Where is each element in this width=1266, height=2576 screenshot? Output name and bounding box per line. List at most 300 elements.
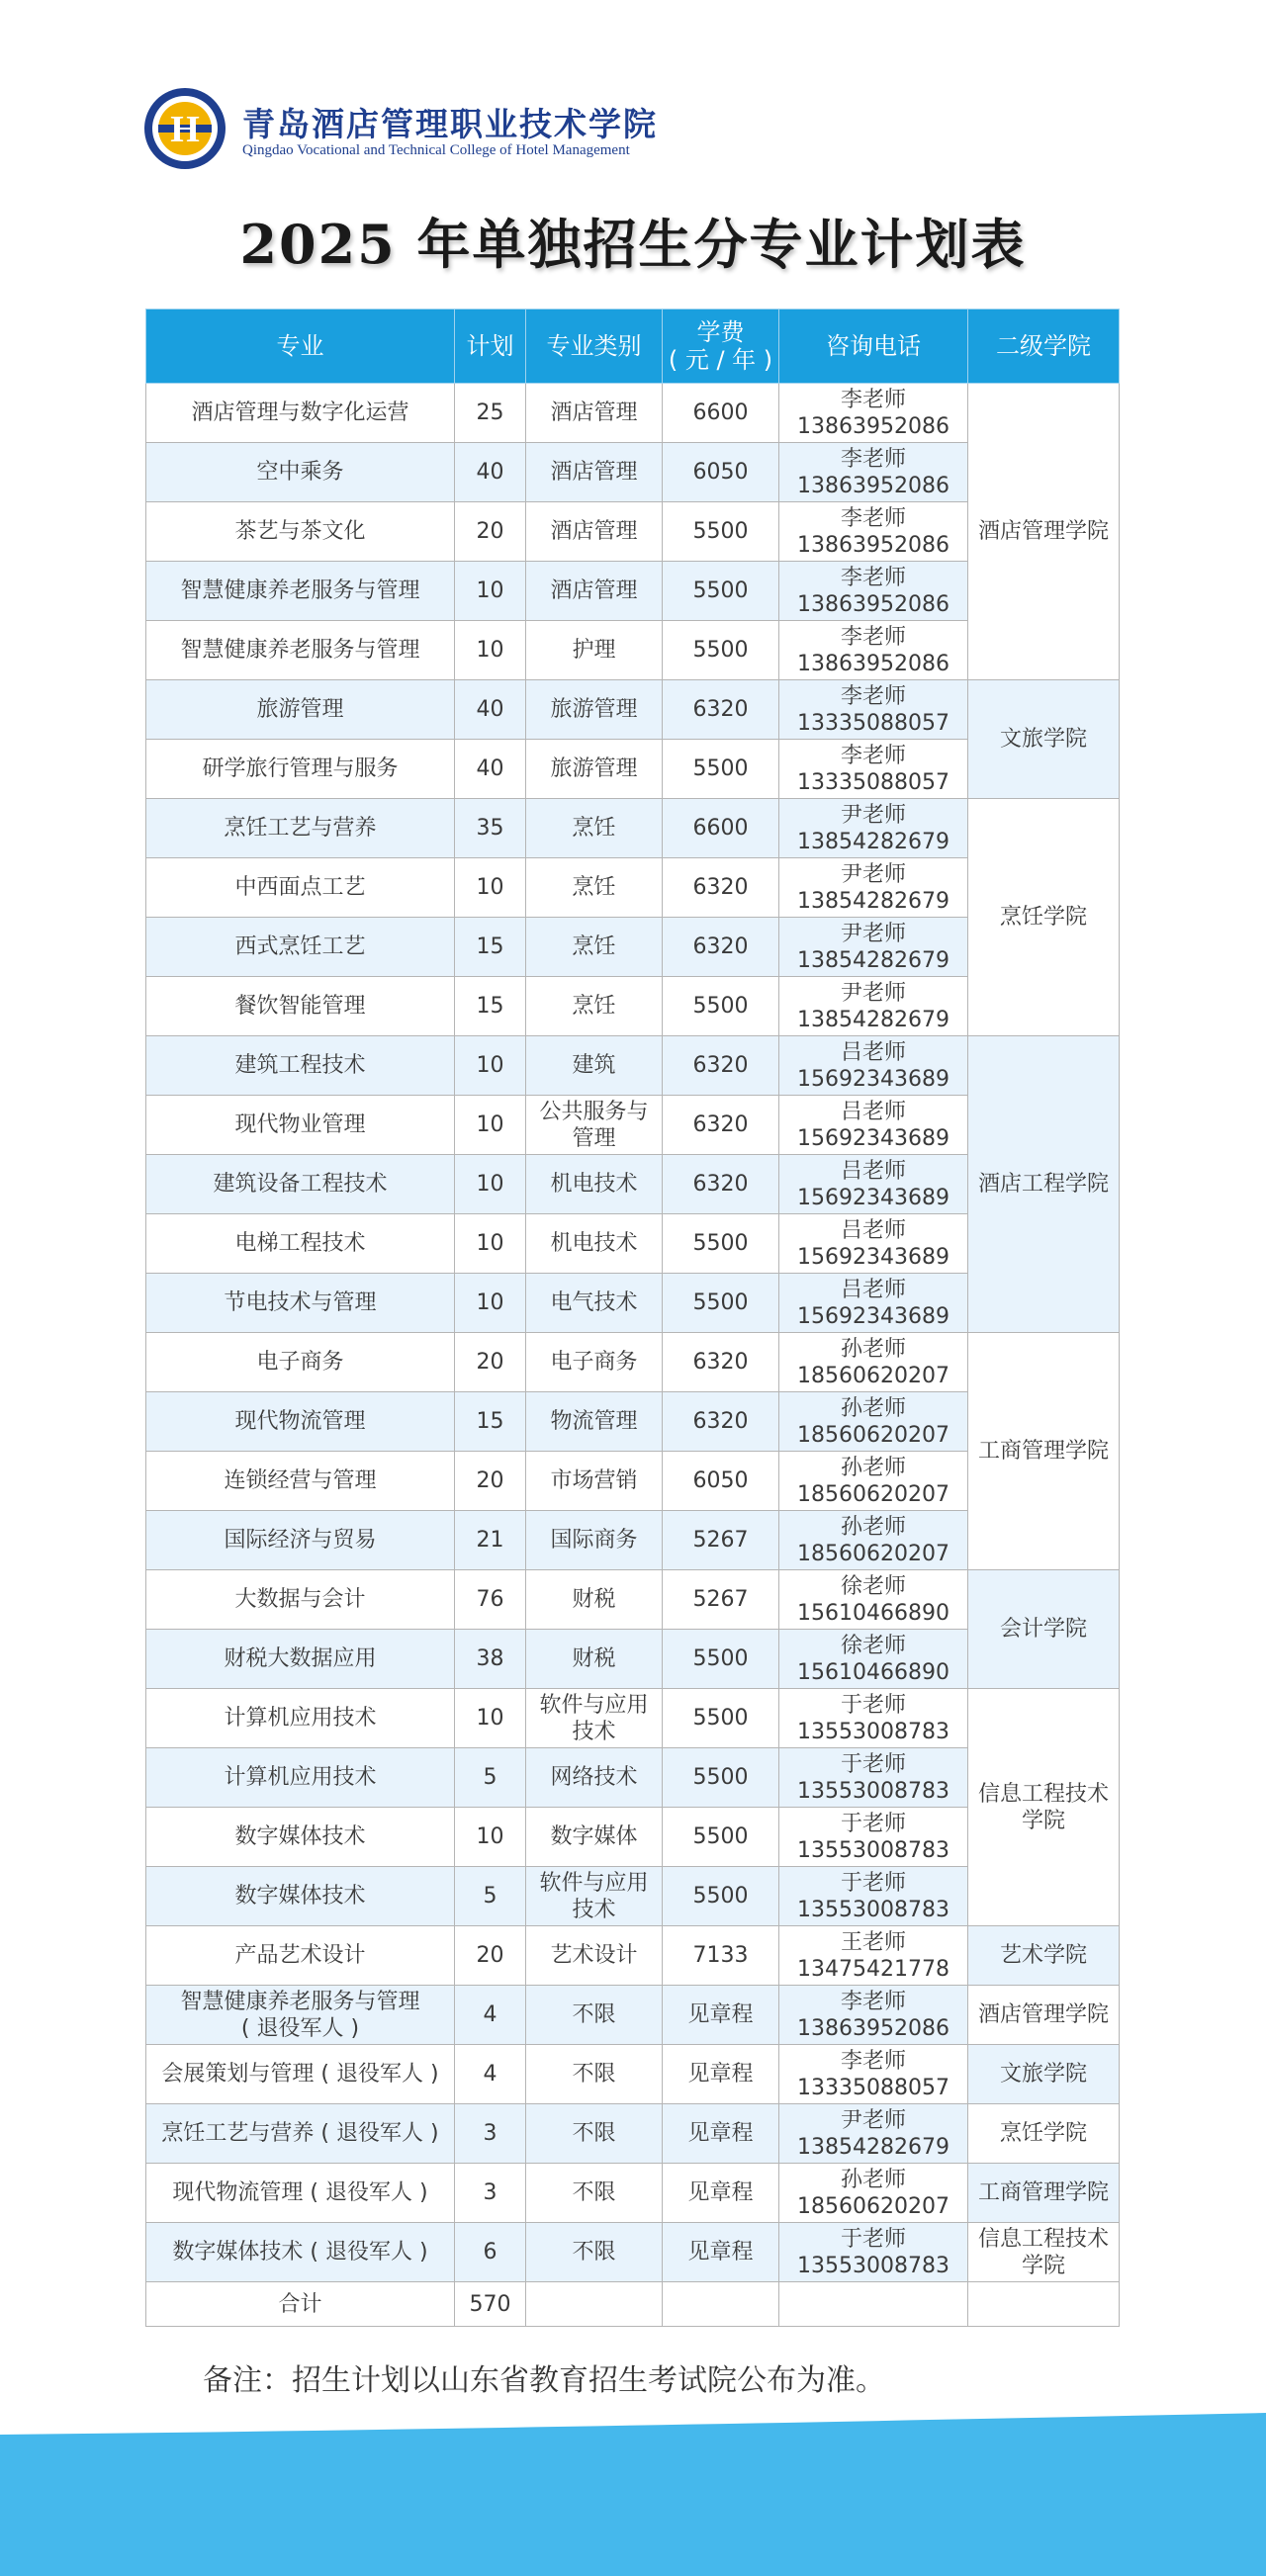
tuition-cell: 见章程 bbox=[663, 2104, 779, 2164]
contact-cell bbox=[779, 1452, 968, 1511]
category-cell bbox=[526, 1748, 663, 1808]
major-name: 建筑工程技术 bbox=[234, 1053, 366, 1078]
major-name: 电子商务 bbox=[256, 1350, 344, 1375]
category-cell bbox=[526, 680, 663, 740]
tuition-cell: 6320 bbox=[663, 1155, 779, 1214]
table-row bbox=[146, 2223, 1120, 2282]
contact-teacher: 于老师 bbox=[840, 2226, 906, 2252]
contact-phone: 13863952086 bbox=[797, 413, 950, 439]
plan-cell: 10 bbox=[455, 1214, 526, 1274]
column-header-category: 专业类别 bbox=[526, 310, 663, 384]
category-cell bbox=[526, 2045, 663, 2104]
contact-teacher: 尹老师 bbox=[840, 921, 906, 946]
major-cell bbox=[146, 621, 455, 680]
category-cell bbox=[526, 918, 663, 977]
college-name: 文旅学院 bbox=[999, 2062, 1087, 2087]
tuition-cell: 6050 bbox=[663, 443, 779, 502]
plan-cell: 40 bbox=[455, 740, 526, 799]
major-name: 计算机应用技术 bbox=[224, 1765, 377, 1790]
contact-cell bbox=[779, 502, 968, 562]
college-name-line2: 学院 bbox=[1021, 2253, 1065, 2278]
plan-cell: 5 bbox=[455, 1867, 526, 1926]
major-name: 数字媒体技术 ( 退役军人 ) bbox=[172, 2240, 428, 2265]
college-name: 信息工程技术 bbox=[977, 1781, 1109, 1807]
plan-cell: 20 bbox=[455, 502, 526, 562]
tuition-cell: 5500 bbox=[663, 562, 779, 621]
college-name: 会计学院 bbox=[999, 1617, 1087, 1642]
tuition-cell: 6320 bbox=[663, 1333, 779, 1392]
category-name: 不限 bbox=[572, 2180, 616, 2205]
contact-phone: 13553008783 bbox=[797, 1837, 950, 1863]
contact-phone: 13335088057 bbox=[797, 2075, 950, 2100]
plan-cell: 5 bbox=[455, 1748, 526, 1808]
category-name: 公共服务与 bbox=[539, 1099, 649, 1124]
category-name: 不限 bbox=[572, 2240, 616, 2265]
category-name: 艺术设计 bbox=[550, 1943, 638, 1968]
tuition-cell: 5267 bbox=[663, 1511, 779, 1570]
contact-cell bbox=[779, 1867, 968, 1926]
plan-cell: 20 bbox=[455, 1333, 526, 1392]
major-cell bbox=[146, 977, 455, 1036]
contact-teacher: 孙老师 bbox=[840, 1395, 906, 1421]
major-cell bbox=[146, 858, 455, 918]
category-name: 机电技术 bbox=[550, 1231, 638, 1256]
category-name: 酒店管理 bbox=[550, 460, 638, 485]
tuition-cell: 5500 bbox=[663, 977, 779, 1036]
plan-cell: 4 bbox=[455, 1986, 526, 2045]
category-cell bbox=[526, 1036, 663, 1096]
category-name: 财税 bbox=[572, 1587, 616, 1612]
plan-cell: 40 bbox=[455, 443, 526, 502]
category-name: 建筑 bbox=[572, 1053, 616, 1078]
contact-teacher: 吕老师 bbox=[840, 1158, 906, 1184]
plan-cell: 10 bbox=[455, 1689, 526, 1748]
major-name: 旅游管理 bbox=[256, 697, 344, 722]
contact-teacher: 徐老师 bbox=[840, 1573, 906, 1599]
table-row bbox=[146, 1926, 1120, 1986]
category-cell bbox=[526, 2164, 663, 2223]
category-name: 电子商务 bbox=[550, 1350, 638, 1375]
contact-teacher: 尹老师 bbox=[840, 802, 906, 828]
table-header-row bbox=[146, 310, 1120, 384]
category-name: 数字媒体 bbox=[550, 1824, 638, 1849]
contact-cell bbox=[779, 1748, 968, 1808]
major-cell bbox=[146, 1274, 455, 1333]
contact-teacher: 李老师 bbox=[840, 743, 906, 768]
category-name: 财税 bbox=[572, 1646, 616, 1671]
category-name: 网络技术 bbox=[550, 1765, 638, 1790]
college-name: 信息工程技术 bbox=[977, 2226, 1109, 2252]
college-name: 工商管理学院 bbox=[977, 2180, 1109, 2205]
category-cell bbox=[526, 799, 663, 858]
contact-cell bbox=[779, 1155, 968, 1214]
decorative-wave bbox=[0, 2413, 1266, 2576]
contact-cell bbox=[779, 1036, 968, 1096]
contact-phone: 13863952086 bbox=[797, 532, 950, 558]
contact-cell bbox=[779, 2045, 968, 2104]
contact-phone: 13863952086 bbox=[797, 651, 950, 676]
plan-cell: 25 bbox=[455, 384, 526, 443]
contact-phone: 18560620207 bbox=[797, 1541, 950, 1566]
contact-teacher: 李老师 bbox=[840, 505, 906, 531]
contact-teacher: 李老师 bbox=[840, 624, 906, 650]
contact-cell bbox=[779, 1096, 968, 1155]
major-cell bbox=[146, 1748, 455, 1808]
plan-cell: 38 bbox=[455, 1630, 526, 1689]
major-cell bbox=[146, 502, 455, 562]
table-row bbox=[146, 1570, 1120, 1630]
total-empty-cell bbox=[968, 2282, 1120, 2327]
contact-teacher: 于老师 bbox=[840, 1811, 906, 1836]
contact-cell bbox=[779, 740, 968, 799]
contact-cell bbox=[779, 680, 968, 740]
college-cell bbox=[968, 1333, 1120, 1570]
contact-phone: 13553008783 bbox=[797, 1778, 950, 1804]
plan-cell: 3 bbox=[455, 2164, 526, 2223]
contact-phone: 13854282679 bbox=[797, 2134, 950, 2160]
category-cell bbox=[526, 1511, 663, 1570]
major-cell bbox=[146, 384, 455, 443]
major-name: 智慧健康养老服务与管理 bbox=[180, 1989, 420, 2014]
major-name: 现代物流管理 ( 退役军人 ) bbox=[172, 2180, 428, 2205]
category-name: 国际商务 bbox=[550, 1528, 638, 1553]
category-name: 不限 bbox=[572, 2062, 616, 2087]
major-cell bbox=[146, 2223, 455, 2282]
logo-letter: H bbox=[170, 109, 200, 150]
category-name: 烹饪 bbox=[572, 994, 616, 1019]
contact-teacher: 李老师 bbox=[840, 565, 906, 590]
contact-phone: 18560620207 bbox=[797, 1481, 950, 1507]
major-cell bbox=[146, 740, 455, 799]
plan-cell: 4 bbox=[455, 2045, 526, 2104]
tuition-cell: 见章程 bbox=[663, 2164, 779, 2223]
contact-phone: 18560620207 bbox=[797, 1363, 950, 1388]
major-cell bbox=[146, 2045, 455, 2104]
page-header bbox=[143, 87, 836, 176]
major-name: 国际经济与贸易 bbox=[224, 1528, 377, 1553]
category-name: 市场营销 bbox=[550, 1468, 638, 1493]
contact-phone: 15692343689 bbox=[797, 1303, 950, 1329]
plan-cell: 10 bbox=[455, 1274, 526, 1333]
major-cell bbox=[146, 1214, 455, 1274]
college-cell bbox=[968, 1986, 1120, 2045]
contact-phone: 18560620207 bbox=[797, 1422, 950, 1448]
category-name: 酒店管理 bbox=[550, 578, 638, 603]
major-name: 现代物业管理 bbox=[234, 1112, 366, 1137]
tuition-cell: 见章程 bbox=[663, 2045, 779, 2104]
column-header-tuition bbox=[663, 310, 779, 384]
plan-cell: 15 bbox=[455, 977, 526, 1036]
major-name: 中西面点工艺 bbox=[234, 875, 366, 900]
contact-teacher: 王老师 bbox=[840, 1929, 906, 1955]
major-cell bbox=[146, 1096, 455, 1155]
contact-cell bbox=[779, 1570, 968, 1630]
contact-cell bbox=[779, 621, 968, 680]
major-cell bbox=[146, 680, 455, 740]
plan-cell: 10 bbox=[455, 858, 526, 918]
tuition-cell: 6320 bbox=[663, 1392, 779, 1452]
table-row bbox=[146, 1333, 1120, 1392]
contact-phone: 13863952086 bbox=[797, 473, 950, 498]
contact-cell bbox=[779, 1808, 968, 1867]
contact-phone: 13854282679 bbox=[797, 947, 950, 973]
major-cell bbox=[146, 1392, 455, 1452]
contact-phone: 13335088057 bbox=[797, 710, 950, 736]
contact-teacher: 吕老师 bbox=[840, 1039, 906, 1065]
contact-cell bbox=[779, 1274, 968, 1333]
contact-phone: 13553008783 bbox=[797, 1719, 950, 1744]
contact-phone: 15692343689 bbox=[797, 1185, 950, 1210]
contact-phone: 15692343689 bbox=[797, 1244, 950, 1270]
tuition-cell: 5500 bbox=[663, 621, 779, 680]
college-cell bbox=[968, 2045, 1120, 2104]
major-name: 数字媒体技术 bbox=[234, 1824, 366, 1849]
tuition-cell: 6320 bbox=[663, 1036, 779, 1096]
table-row bbox=[146, 2045, 1120, 2104]
major-name: 计算机应用技术 bbox=[224, 1706, 377, 1731]
contact-cell bbox=[779, 1926, 968, 1986]
college-cell bbox=[968, 2164, 1120, 2223]
college-cell bbox=[968, 680, 1120, 799]
category-name: 机电技术 bbox=[550, 1172, 638, 1197]
contact-phone: 13863952086 bbox=[797, 591, 950, 617]
major-cell bbox=[146, 799, 455, 858]
major-cell bbox=[146, 1452, 455, 1511]
page-title: 2025 年单独招生分专业计划表 bbox=[239, 213, 1027, 276]
tuition-cell: 5500 bbox=[663, 502, 779, 562]
category-cell bbox=[526, 1096, 663, 1155]
footnote: 备注：招生计划以山东省教育招生考试院公布为准。 bbox=[203, 2363, 885, 2398]
category-cell bbox=[526, 1926, 663, 1986]
plan-cell: 20 bbox=[455, 1452, 526, 1511]
college-cell bbox=[968, 2104, 1120, 2164]
category-name: 软件与应用 bbox=[539, 1870, 649, 1896]
college-name: 艺术学院 bbox=[999, 1943, 1087, 1968]
contact-teacher: 李老师 bbox=[840, 387, 906, 412]
table-row bbox=[146, 2164, 1120, 2223]
contact-phone: 13475421778 bbox=[797, 1956, 950, 1982]
category-name: 不限 bbox=[572, 2121, 616, 2146]
major-cell bbox=[146, 1333, 455, 1392]
contact-cell bbox=[779, 2223, 968, 2282]
plan-cell: 3 bbox=[455, 2104, 526, 2164]
category-cell bbox=[526, 443, 663, 502]
major-name: 会展策划与管理 ( 退役军人 ) bbox=[161, 2062, 439, 2087]
major-cell bbox=[146, 1511, 455, 1570]
plan-cell: 10 bbox=[455, 1808, 526, 1867]
total-empty-cell bbox=[526, 2282, 663, 2327]
tuition-cell: 6600 bbox=[663, 384, 779, 443]
category-cell bbox=[526, 621, 663, 680]
plan-cell: 40 bbox=[455, 680, 526, 740]
major-name: 茶艺与茶文化 bbox=[234, 519, 366, 544]
contact-cell bbox=[779, 562, 968, 621]
contact-cell bbox=[779, 2104, 968, 2164]
major-name: 烹饪工艺与营养 ( 退役军人 ) bbox=[161, 2121, 439, 2146]
enrollment-plan-table bbox=[145, 309, 1120, 2327]
major-cell bbox=[146, 1036, 455, 1096]
category-name: 物流管理 bbox=[550, 1409, 638, 1434]
tuition-cell: 见章程 bbox=[663, 1986, 779, 2045]
major-cell bbox=[146, 1630, 455, 1689]
major-name: 酒店管理与数字化运营 bbox=[191, 400, 409, 425]
contact-phone: 13553008783 bbox=[797, 2253, 950, 2278]
tuition-cell: 5267 bbox=[663, 1570, 779, 1630]
total-row bbox=[146, 2282, 1120, 2327]
major-name: 智慧健康养老服务与管理 bbox=[180, 638, 420, 663]
category-cell bbox=[526, 740, 663, 799]
major-name: 电梯工程技术 bbox=[234, 1231, 366, 1256]
total-empty-cell bbox=[779, 2282, 968, 2327]
contact-teacher: 孙老师 bbox=[840, 1455, 906, 1480]
category-name: 旅游管理 bbox=[550, 697, 638, 722]
table-body bbox=[146, 384, 1120, 2327]
contact-teacher: 于老师 bbox=[840, 1870, 906, 1896]
contact-cell bbox=[779, 2164, 968, 2223]
major-cell bbox=[146, 1867, 455, 1926]
category-cell bbox=[526, 2104, 663, 2164]
tuition-cell: 6320 bbox=[663, 680, 779, 740]
contact-teacher: 尹老师 bbox=[840, 2107, 906, 2133]
tuition-cell: 6320 bbox=[663, 1096, 779, 1155]
contact-teacher: 李老师 bbox=[840, 1989, 906, 2014]
plan-cell: 10 bbox=[455, 1155, 526, 1214]
major-name: 数字媒体技术 bbox=[234, 1884, 366, 1909]
table-row bbox=[146, 384, 1120, 443]
contact-teacher: 李老师 bbox=[840, 683, 906, 709]
contact-phone: 15610466890 bbox=[797, 1659, 950, 1685]
category-cell bbox=[526, 1808, 663, 1867]
contact-cell bbox=[779, 1689, 968, 1748]
major-cell bbox=[146, 443, 455, 502]
category-cell bbox=[526, 1689, 663, 1748]
college-name: 酒店管理学院 bbox=[977, 2002, 1109, 2027]
category-cell bbox=[526, 1630, 663, 1689]
college-name: 烹饪学院 bbox=[999, 2121, 1087, 2146]
contact-phone: 13335088057 bbox=[797, 769, 950, 795]
tuition-cell: 6320 bbox=[663, 918, 779, 977]
college-cell bbox=[968, 1570, 1120, 1689]
tuition-cell: 6050 bbox=[663, 1452, 779, 1511]
category-name: 电气技术 bbox=[550, 1290, 638, 1315]
category-name: 酒店管理 bbox=[550, 400, 638, 425]
contact-phone: 13854282679 bbox=[797, 888, 950, 914]
major-cell bbox=[146, 918, 455, 977]
contact-cell bbox=[779, 799, 968, 858]
tuition-cell: 5500 bbox=[663, 1274, 779, 1333]
contact-teacher: 徐老师 bbox=[840, 1633, 906, 1658]
plan-cell: 10 bbox=[455, 562, 526, 621]
plan-cell: 76 bbox=[455, 1570, 526, 1630]
category-name: 烹饪 bbox=[572, 934, 616, 959]
college-cell bbox=[968, 1036, 1120, 1333]
major-name: 财税大数据应用 bbox=[224, 1646, 377, 1671]
plan-cell: 15 bbox=[455, 918, 526, 977]
category-cell bbox=[526, 1986, 663, 2045]
contact-cell bbox=[779, 1392, 968, 1452]
category-cell bbox=[526, 977, 663, 1036]
contact-phone: 13854282679 bbox=[797, 829, 950, 854]
category-cell bbox=[526, 562, 663, 621]
plan-cell: 10 bbox=[455, 621, 526, 680]
category-cell bbox=[526, 1214, 663, 1274]
major-name: 现代物流管理 bbox=[234, 1409, 366, 1434]
total-empty-cell bbox=[663, 2282, 779, 2327]
category-cell bbox=[526, 2223, 663, 2282]
contact-cell bbox=[779, 858, 968, 918]
plan-cell: 6 bbox=[455, 2223, 526, 2282]
plan-cell: 35 bbox=[455, 799, 526, 858]
category-cell bbox=[526, 1570, 663, 1630]
column-header-college: 二级学院 bbox=[968, 310, 1120, 384]
contact-phone: 13854282679 bbox=[797, 1007, 950, 1032]
category-cell bbox=[526, 1452, 663, 1511]
column-header-phone: 咨询电话 bbox=[779, 310, 968, 384]
contact-cell bbox=[779, 443, 968, 502]
column-header-tuition-line2: ( 元 / 年 ) bbox=[668, 346, 773, 374]
contact-teacher: 孙老师 bbox=[840, 2167, 906, 2192]
major-name-line2: ( 退役军人 ) bbox=[240, 2015, 360, 2041]
tuition-cell: 5500 bbox=[663, 1214, 779, 1274]
tuition-cell: 5500 bbox=[663, 1867, 779, 1926]
contact-teacher: 于老师 bbox=[840, 1751, 906, 1777]
total-label: 合计 bbox=[146, 2282, 455, 2327]
tuition-cell: 7133 bbox=[663, 1926, 779, 1986]
category-name: 软件与应用 bbox=[539, 1692, 649, 1718]
major-name: 连锁经营与管理 bbox=[224, 1468, 377, 1493]
major-name: 建筑设备工程技术 bbox=[213, 1172, 388, 1197]
plan-cell: 10 bbox=[455, 1096, 526, 1155]
contact-teacher: 孙老师 bbox=[840, 1336, 906, 1362]
tuition-cell: 5500 bbox=[663, 740, 779, 799]
contact-teacher: 吕老师 bbox=[840, 1277, 906, 1302]
college-logo-icon bbox=[143, 87, 226, 170]
major-cell bbox=[146, 2164, 455, 2223]
contact-phone: 15692343689 bbox=[797, 1125, 950, 1151]
college-name: 酒店工程学院 bbox=[977, 1172, 1109, 1197]
category-cell bbox=[526, 1867, 663, 1926]
college-name: 烹饪学院 bbox=[999, 905, 1087, 930]
category-cell bbox=[526, 1333, 663, 1392]
contact-phone: 15610466890 bbox=[797, 1600, 950, 1626]
major-cell bbox=[146, 1570, 455, 1630]
tuition-cell: 5500 bbox=[663, 1808, 779, 1867]
college-cell bbox=[968, 384, 1120, 680]
contact-teacher: 李老师 bbox=[840, 446, 906, 472]
column-header-tuition-line1: 学费 bbox=[696, 318, 745, 346]
contact-cell bbox=[779, 384, 968, 443]
major-cell bbox=[146, 1808, 455, 1867]
major-name: 西式烹饪工艺 bbox=[234, 934, 366, 959]
major-cell bbox=[146, 1689, 455, 1748]
category-name-line2: 技术 bbox=[572, 1897, 616, 1922]
category-name: 护理 bbox=[572, 638, 616, 663]
contact-teacher: 吕老师 bbox=[840, 1099, 906, 1124]
contact-phone: 13553008783 bbox=[797, 1897, 950, 1922]
tuition-cell: 6320 bbox=[663, 858, 779, 918]
column-header-major: 专业 bbox=[146, 310, 455, 384]
major-cell bbox=[146, 1986, 455, 2045]
major-name: 产品艺术设计 bbox=[234, 1943, 366, 1968]
category-name: 酒店管理 bbox=[550, 519, 638, 544]
major-name: 智慧健康养老服务与管理 bbox=[180, 578, 420, 603]
contact-cell bbox=[779, 918, 968, 977]
college-cell bbox=[968, 1926, 1120, 1986]
major-name: 节电技术与管理 bbox=[224, 1290, 377, 1315]
category-cell bbox=[526, 384, 663, 443]
category-name-line2: 技术 bbox=[572, 1719, 616, 1744]
table-row bbox=[146, 680, 1120, 740]
